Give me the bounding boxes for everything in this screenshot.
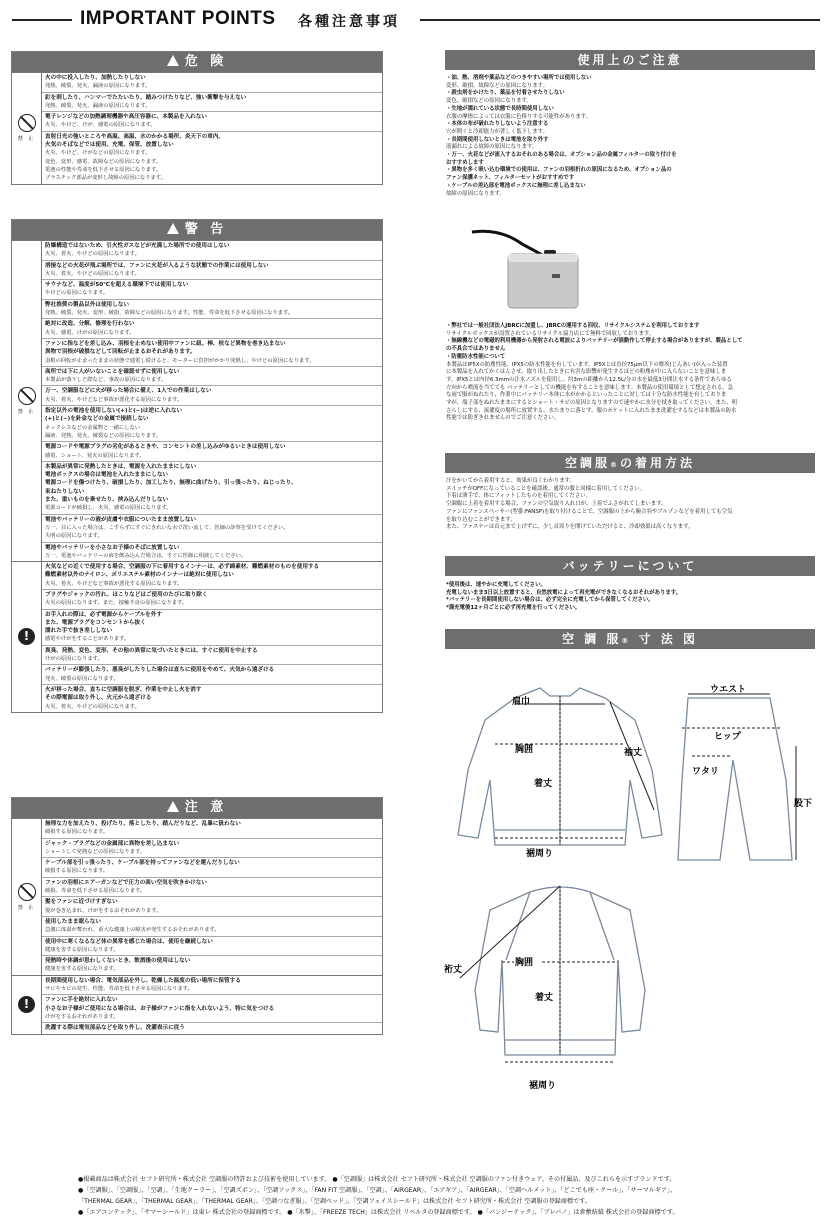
label-sleeve: 袖丈 [624, 748, 643, 758]
text-line: *使用後は、速やかに充電してください。 [446, 582, 546, 588]
text-line: ●「エアコンテック」、「サマーシールド」は東レ 株式会社の登録商標です。 ●「氷撃」、「FREEZE TECH」は株式会社 リベルタの登録商標です。 ●「バンジーテック」、「ブレバノ」は倉敷紡績 株式会社の登録商標です。 [78, 1209, 679, 1216]
item-title: バッテリーが膨張したり、悪臭がしたりした場合は直ちに使用をやめて、火気から遠ざける [45, 667, 275, 674]
caution-title-text: 注 意 [184, 800, 228, 815]
item-description: 電源コードが破損し、火災、感電の原因になります。 [45, 505, 172, 512]
caution-item [42, 955, 382, 975]
text-line: ●掲載商品は株式会社 セフト研究所・株式会社 空調服の特許および技術を使用しています。 ●「空調服」は株式会社 セフト研究所・株式会社 空調服のファン付きウェア、その付属品、及びこれらを示すブランドです。 [78, 1176, 676, 1183]
label-thigh: ワタリ [692, 767, 719, 777]
label-length: 着丈 [534, 779, 553, 789]
item-title: 火の中に投入したり、加熱したりしない [45, 75, 146, 81]
header-rule-right [420, 19, 820, 21]
item-description: けがをするおそれがあります。 [45, 1013, 119, 1020]
warning-triangle-icon [167, 801, 179, 812]
text-line: また、ファスナーは首元まで上げずに、少し首周りを開けていただけると、冷却効果は高くなります。 [446, 524, 694, 531]
item-description: 羽根の回転が止まったままの状態で通電し続けると、モーターに負担がかかり発熱し、やけどの原因になります。 [45, 357, 315, 364]
item-title: 絶対に改造、分解、修理を行わない [45, 321, 135, 328]
text-line: 汗をかいてから着用すると、効果が良くわかります。 [446, 478, 575, 484]
danger-item [42, 73, 382, 92]
warning-group [12, 561, 382, 712]
item-title: 長期間使用しない場合、電気部品を外し、乾燥した温度の低い場所に保管する [45, 977, 241, 984]
item-description: 破損、寿命を低下させる原因になります。 [45, 888, 146, 895]
item-description: 発熱、破裂、発火、漏液の原因になります。 [45, 102, 151, 109]
caution-item [42, 936, 382, 956]
caution-item [42, 1022, 382, 1033]
text-line: ・万一、火花などが流入するおそれのある場合は、オプション品の金属フィルターの取り付けを おすすめします [446, 152, 677, 166]
text-line: ・殺虫剤をかけたり、薬品を付着させたりしない [446, 90, 565, 97]
caution-item [42, 838, 382, 858]
item-description: 火災、感電、けがの原因になります。 [45, 329, 135, 336]
exclamation-icon: ! [18, 996, 35, 1013]
danger-group-icon-cell [12, 73, 42, 184]
danger-title [12, 52, 382, 72]
text-line: 空調服に上着を着用する場合、ファンの空気取り入れ口が、上着でふさがれてしまいます。 [446, 501, 667, 508]
battery-notes [446, 582, 814, 613]
item-title: 万一、空調服などに火が移った場合に備え、1人での作業はしない [45, 388, 212, 395]
label-waist: ウエスト [710, 685, 747, 695]
warning-item [42, 405, 382, 441]
warning-group-icon-cell [12, 562, 42, 712]
label-hem: 裾周り [526, 849, 554, 859]
text-line: 液漏れによる故障の原因になります。 [446, 144, 538, 151]
danger-group [12, 72, 382, 184]
text-line: を取り込むことができます。 [446, 516, 516, 523]
header-rule-left [12, 19, 72, 21]
item-description: 万一、目に入った場合は、こすらずにすぐにきれいな水で洗い流して、医師の診察を受けてください。 失明の原因になります。 [45, 524, 289, 540]
size-diagram [430, 660, 825, 1110]
danger-title-text: 危 険 [184, 54, 228, 69]
warning-item [42, 366, 382, 386]
prohibited-icon [18, 883, 36, 901]
warning-item [42, 338, 382, 366]
item-title: 防爆構造ではないため、引火性ガスなどが充満した場所での使用はしない [45, 243, 230, 249]
warning-item [42, 441, 382, 461]
item-description: 破損する原因になります。 [45, 868, 109, 875]
caution-group-icon-cell [12, 819, 42, 975]
item-description: 火災、着火、やけどなど事故が悪化する原因になります。 [45, 580, 183, 587]
warning-item [42, 514, 382, 542]
text-line: 変形、破損、故障などの原因になります。 [446, 82, 548, 89]
item-title: 異臭、発熱、変色、変形、その他の異常に気づいたときには、すぐに使用を中止する [45, 647, 258, 654]
caution-table [11, 797, 383, 1035]
item-description: けがの原因になります。 [45, 656, 103, 663]
warning-item [42, 684, 382, 712]
prohibited-label: 禁 止 [17, 409, 36, 416]
warning-item [42, 461, 382, 514]
item-title: 発熱時や体調が思わしくないとき、飲酒後の使用はしない [45, 958, 191, 965]
item-title: 洗濯する際は電気部品などを取り外し、洗濯表示に従う [45, 1025, 185, 1032]
item-title: 使用したまま眠らない [45, 918, 101, 925]
item-title: ファンの羽根にエアーガンなどで圧力の高い空気を吹きかけない [45, 879, 207, 886]
warning-group-rows [42, 562, 382, 712]
label-shoulder: 肩巾 [512, 697, 531, 707]
warning-item [42, 645, 382, 665]
battery-device-illustration [470, 218, 600, 310]
danger-group-rows [42, 73, 382, 184]
label-length-2: 着丈 [535, 993, 554, 1003]
item-title: お手入れの際は、必ず電源からケーブルを外す また、電源プラグをコンセントから抜く 濡れた手で抜き差ししない [45, 611, 162, 635]
item-title: 火気などの近くで使用する場合、空調服の下に着用するインナーは、必ず綿素材、難燃素材のものを使用する 難燃素材以外のナイロン、ポリエステル素材のインナーは絶対に使用しない [45, 564, 320, 579]
usage-title: 使用上のご注意 [445, 50, 815, 70]
caution-group [12, 818, 382, 975]
item-description: 破損する原因になります。 [45, 829, 109, 836]
text-line: 故障の原因になります。 [446, 190, 505, 197]
item-description: 万一、電池やバッテリーの液を飲み込んだ場合は、すぐに医師に相談してください。 [45, 552, 247, 559]
usage-notes [446, 75, 814, 198]
label-raglan-sleeve: 裄丈 [444, 965, 463, 975]
warning-item [42, 589, 382, 609]
item-title: 弊社推奨の製品以外は使用しない [45, 301, 129, 308]
warning-triangle-icon [167, 223, 179, 234]
text-line: *バッテリーを長期間使用しない場合は、必ず完全に充電してから保管してください。 [446, 597, 654, 604]
page-title: IMPORTANT POINTS [80, 8, 276, 29]
danger-item [42, 92, 382, 112]
item-title: 使用中に寒くなるなど体の異常を感じた場合は、使用を継続しない [45, 938, 213, 945]
prohibited-label: 禁 止 [17, 136, 36, 143]
caution-group [12, 975, 382, 1034]
warning-item [42, 299, 382, 319]
size-chart-title: 空 調 服® 寸 法 図 [445, 629, 815, 649]
pants-illustration [678, 698, 792, 860]
danger-table [11, 51, 383, 185]
text-line: スイッチがOFFになっていることを確認後、通常の服と同様に着用してください。 [446, 485, 645, 492]
prohibited-icon [18, 114, 36, 132]
text-line: 穴が開くと冷却能力が著しく低下します。 [446, 128, 548, 135]
warning-title [12, 220, 382, 240]
text-line: ・本体の布が破れたりしないよう注意する [446, 121, 549, 128]
item-description: 火災、やけど、けが、感電の原因になります。 [45, 122, 156, 129]
caution-group-icon-cell [12, 976, 42, 1034]
item-title: ジャック・プラグなどの金属部に異物を差し込まない [45, 840, 180, 847]
item-description: 火災の原因になります。また、接触不良の原因になります。 [45, 600, 188, 607]
label-chest-2: 胸囲 [515, 958, 534, 968]
item-description: 発熱、破裂、発火、変形、破損、故障などの原因になります。性能、寿命を低下させる原因になります。 [45, 310, 294, 317]
warning-group [12, 240, 382, 561]
text-line: ・油、熱、溶剤や薬品などのつきやすい場所では使用しない [446, 75, 592, 81]
item-title: プラグやジャックの汚れ、ほこりなどはご使用のたびに取り除く [45, 591, 208, 598]
warning-table [11, 219, 383, 713]
text-line: ・異物を多く吸い込む環境での使用は、ファンの羽根折れの原因になるため、オプション品の ファン保護ネット、フィルターセットがおすすめです [446, 167, 672, 182]
item-title: 髪をファンに近づけすぎない [45, 899, 118, 906]
item-title: 指定以外の電池を使用しない(+)と(−)は逆に入れない (+)と(−)を針金などの金属で接続しない [45, 408, 183, 423]
item-description: ショートして発熱などの原因になります。 [45, 848, 146, 855]
item-title: サウナなど、温度が50℃を超える環境下では使用しない [45, 282, 189, 289]
label-hip: ヒップ [714, 732, 741, 742]
text-line: ・生地が濡れている状態で長時間使用しない [446, 105, 554, 112]
text-line: ・ケーブルの差込部を電池ボックスに無理に差し込まない [446, 182, 586, 189]
prohibited-label: 禁 止 [17, 904, 36, 911]
item-description: 火災、着火、やけどなど事故が悪化する原因になります。 [45, 396, 183, 403]
text-line: 変色、破損などの原因になります。 [446, 98, 532, 105]
item-description: 急激に体温が奪われ、重大な健康上の障害が発生するおそれがあります。 [45, 927, 220, 934]
text-line: 下着は薄手で、体にフィットしたものを着用してください。 [446, 493, 592, 500]
item-description: 本製品が落下した際など、事故の原因になります。 [45, 377, 167, 384]
item-title: ファンに指などを差し込み、羽根を止めない使用中ファンに紐、棒、枝など異物を巻き込まない 異物で羽根が破損などして回転が止まるおそれがあります。 [45, 340, 286, 356]
item-description: 健康を害する原因になります。 [45, 966, 119, 973]
text-line: 「THERMAL GEAR」、「THERMAL GEAR」、「THERMAL GEAR」、「空調つなぎ服」、「空調ベッド」、「空調フェイスシールド」は株式会社 セフト研究所・株式会社 空調服の登録商標です。 [78, 1198, 591, 1205]
warning-item [42, 542, 382, 562]
item-title: 本製品が異常に発熱したときは、電源を入れたままにしない 電池ボックスの場合は電池を入れたままにしない 電源コードを傷つけたり、破損したり、加工したり、無理に曲げたり、引っ張ったり、ねじったり、 束ねたりしない また、重いものを乗せたり、挟み込んだりしない [45, 463, 297, 504]
item-description: 発火、破裂の原因になります。 [45, 675, 119, 682]
caution-item [42, 896, 382, 916]
text-line: ・防塵防水性能について [446, 353, 506, 360]
item-description: 火災、着火、やけどの原因になります。 [45, 270, 140, 277]
caution-group-rows [42, 976, 382, 1034]
item-title: 電池やバッテリーの液が皮膚や衣服についたまま放置しない [45, 516, 196, 523]
warning-title-text: 警 告 [184, 222, 228, 237]
wearing-title: 空調服®の着用方法 [445, 453, 815, 473]
label-hem-2: 裾周り [529, 1081, 557, 1091]
item-title: 電子レンジなどの加熱調理機器や高圧容器に、本製品を入れない [45, 114, 207, 121]
item-title: ファンに手を絶対に入れない 小さなお子様がご使用になる場合は、お子様がファンに指を入れないよう、特に気をつける [45, 997, 275, 1012]
item-title: 電池やバッテリーを小さなお子様のそばに放置しない [45, 544, 180, 551]
item-description: サビやカビの発生、性能、寿命を低下させる原因になります。 [45, 986, 193, 993]
warning-item [42, 318, 382, 338]
warning-group-rows [42, 241, 382, 561]
battery-title: バッテリーについて [445, 556, 815, 576]
warning-item [42, 562, 382, 589]
caution-item [42, 857, 382, 877]
text-line: 衣服の摩擦によっては衣服に色移りする可能性があります。 [446, 113, 592, 120]
wearing-instructions [446, 478, 814, 532]
text-line: リサイクルボックスが設置されているリサイクル協力店にて無料で回収しております。 [446, 330, 655, 337]
usage-notes-2 [446, 323, 814, 423]
item-title: 高所では下に人がいないことを確認せずに使用しない [45, 368, 180, 375]
caution-group-rows [42, 819, 382, 975]
caution-item [42, 819, 382, 838]
item-description: 火災、着火、やけどの原因になります。 [45, 251, 140, 258]
caution-item [42, 994, 382, 1022]
caution-title [12, 798, 382, 818]
exclamation-icon: ! [18, 628, 35, 645]
caution-item [42, 916, 382, 936]
item-description: 健康を害する原因になります。 [45, 946, 119, 953]
caution-item [42, 877, 382, 897]
text-line: *満充電後12ヶ月ごとに必ず再充電を行ってください。 [446, 605, 581, 612]
label-chest: 胸囲 [515, 745, 534, 755]
warning-item [42, 385, 382, 405]
warning-item [42, 241, 382, 260]
label-inseam: 股下 [794, 799, 813, 809]
item-title: 無理な力を加えたり、投げたり、落としたり、踏んだりなど、乱暴に扱わない [45, 821, 241, 827]
text-line: ファンにファンスペーサー(型番:FANSP)を取り付けることで、空調服の上から腕合羽やブルゾンなどを着用しても空気 [446, 508, 733, 515]
prohibited-icon [18, 387, 36, 405]
item-title: 溶接などの火花が飛ぶ場所では、ファンに火花が入るような状態での作業には使用しない [45, 262, 269, 269]
warning-item [42, 260, 382, 280]
warning-group-icon-cell [12, 241, 42, 561]
page-subtitle: 各種注意事項 [298, 14, 400, 30]
danger-item [42, 131, 382, 184]
text-line: ・長期間使用しないときは電池を取り外す [446, 136, 549, 143]
item-description: 発熱、破裂、発火、漏液の原因になります。 [45, 83, 151, 90]
footer-trademarks [78, 1174, 818, 1218]
item-description: 火災、着火、やけどの原因になります。 [45, 703, 140, 710]
item-title: 電源コードや電源プラグの劣化があるときや、コンセントの差し込みがゆるいときは使用しない [45, 444, 286, 451]
danger-item [42, 111, 382, 131]
item-title: 釘を刺したり、ハンマーでたたいたり、踏みつけたりなど、強い衝撃を与えない [45, 94, 247, 101]
item-description: 火災、やけど、けがなどの原因になります。 変色、変形、感電、故障などの原因になります。 電池の性能や寿命を低下させる原因になります。 プラスチック部品が変形し故障の原因になります。 [45, 150, 166, 182]
warning-triangle-icon [167, 55, 179, 66]
text-line: ●「空調服」、「空調服」、「空調」、「生地クーラー」、「空調ズボン」、「空調ソックス」、「FAN FIT 空調服」、「空調」、「AIRGEAR」、「エアギア」、「AIRGEAR」、「空調ヘルメット」、「どこでも座・クール」、「サーマルギア」、 [78, 1187, 677, 1194]
warning-item [42, 664, 382, 684]
item-description: ネックレスなどの金属物と一緒にしない 漏液、発熱、発火、破裂などの原因になります。 [45, 424, 162, 439]
item-description: 感電、ショート、発火の原因になります。 [45, 452, 145, 459]
item-title: 火が移った場合、直ちに空調服を脱ぎ、作業を中止し火を消す その際電源は取り外し、火元から遠ざける [45, 686, 202, 702]
item-description: やけどの原因になります。 [45, 290, 109, 297]
item-title: ケーブル部を引っ張ったり、ケーブル部を持ってファンなどを運んだりしない [45, 860, 240, 867]
caution-item [42, 976, 382, 995]
text-line: ・弊社では一般社団法人JBRCに加盟し、JBRCの運用する回収、リサイクルシステムを利用しております [446, 323, 700, 329]
item-description: 髪が巻き込まれ、けがをするおそれがあります。 [45, 907, 162, 914]
text-line: 本製品はIP5Xの防塵性能、IPX5の防水性能を有しています。IP5Xとは直径75μm以下の塵埃(じんあい)が入った装置 に本製品を入れてかくはんさせ、取り出したときに有害な影響が発生するほどの粉塵が中に入らないことを意味しま す。IPX5とは内径6.3mmの注水ノズルを使用し、約3mの距離から12.5L/分の水を最低3分間注水する条件であらゆる 方向から噴流を当てても バッテリーとしての機能を有することを意味します。本製品の使用環境として想定される、急 な雨で服がぬれたり、作業中にバッテリー本体に水がかかるといったことに対しては十分な防水性能を有しておりま すが、端子部をぬれたままにするとショート・サビの原因となりますので速やかに水分を拭き取ってください。また、明 さらしにする、流濯度の場所に放置する、水たまりに落とす、服のポケットに入れたまま洗濯をするなどは本製品の防水 性能では防ぎきれませんのでご注意ください。 [446, 361, 737, 422]
text-line: 充電しないまま3日以上放置すると、自然放電によって再充電ができなくなるおそれがあります。 [446, 589, 682, 596]
warning-item [42, 279, 382, 299]
item-description: 感電やけがをすることがあります。 [45, 636, 130, 643]
text-line: ・無線機などの電磁的利用機器から発射される電波によりバッテリーが誤動作して停止する場合がありますが、製品として の不具合ではありません [446, 338, 743, 353]
warning-item [42, 609, 382, 645]
item-title: 直射日光の強いところや高温、高温、水のかかる場所、炎天下の車内、 火気のそばなどでは使用、充電、保管、放置しない [45, 133, 225, 149]
